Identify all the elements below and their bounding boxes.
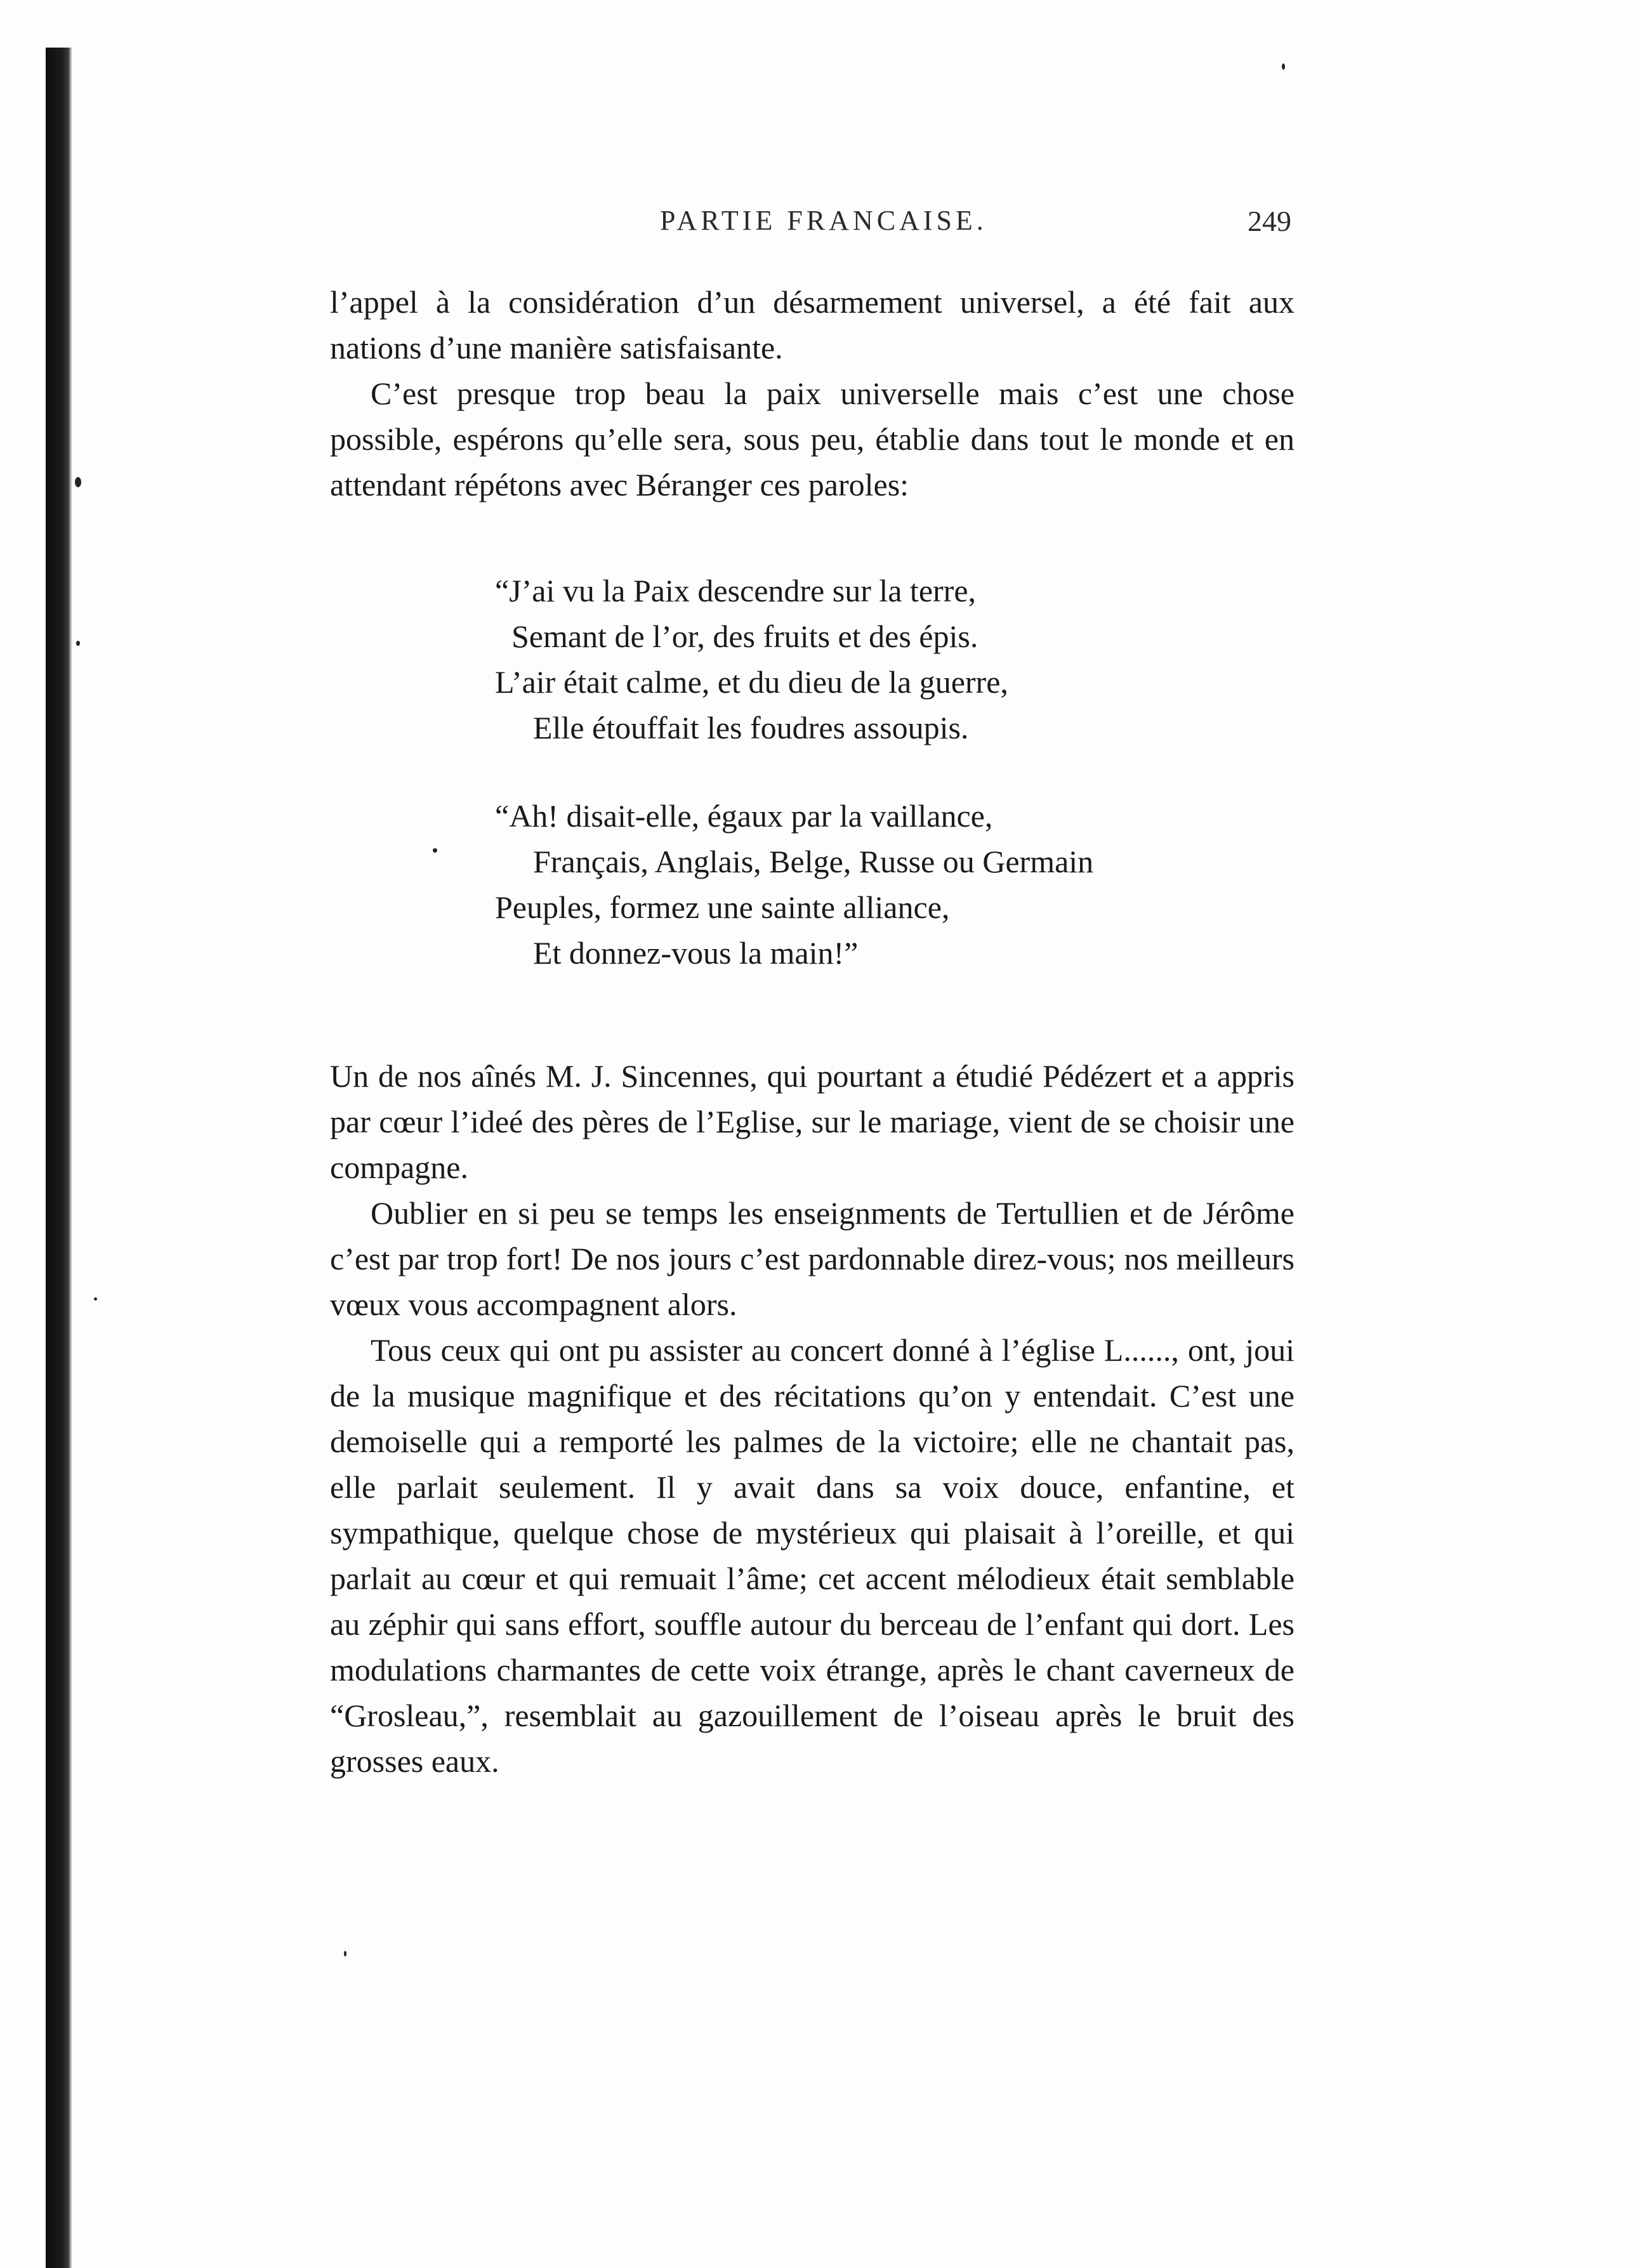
paragraph: Oublier en si peu se temps les enseignments de Tertullien et de Jérôme c’est par trop fort! De nos jours c’est pardonnable direz-vous; nos meilleurs vœux vous accompagnent alors. (330, 1195, 1295, 1322)
running-head (330, 204, 1291, 242)
paragraph: l’appel à la considération d’un désarmement universel, a été fait aux nations d’une manière satisfaisante. (330, 284, 1295, 365)
book-binding-edge (46, 48, 72, 2268)
verse-line: “J’ai vu la Paix descendre sur la terre, (495, 573, 977, 608)
scan-speck (76, 641, 80, 646)
verse-line: Semant de l’or, des fruits et des épis. (511, 619, 978, 654)
scan-speck (1282, 63, 1285, 70)
running-title: PARTIE FRANCAISE. (660, 205, 987, 236)
paragraph: Tous ceux qui ont pu assister au concert donné à l’église L......, ont, joui de la musique magnifique et des récitations qu’on y entendait. C’est une demoiselle qui a remporté les palmes de la victoire; elle ne chantait pas, elle parlait seulement. Il y avait dans sa voix douce, enfantine, et sympathique, quelque chose de mystérieux qui plaisait à l’oreille, et qui parlait au cœur et qui remuait l’âme; cet accent mélodieux était semblable au zéphir qui sans effort, souffle autour du berceau de l’enfant qui dort. Les modulations charmantes de cette voix étrange, après le chant caverneux de “Grosleau,”, resemblait au gazouillement de l’oiseau après le bruit des grosses eaux. (330, 1332, 1295, 1779)
scan-speck (94, 1297, 97, 1301)
scan-speck (75, 477, 81, 487)
page-number: 249 (1248, 205, 1291, 237)
body-text-top (330, 279, 1295, 508)
verse-line: Elle étouffait les foudres assoupis. (533, 710, 969, 745)
scan-speck (433, 848, 437, 853)
verse-stanza (495, 793, 1093, 976)
body-text-bottom (330, 1053, 1295, 1784)
paragraph: C’est presque trop beau la paix universelle mais c’est une chose possible, espérons qu’elle sera, sous peu, établie dans tout le monde et en attendant répétons avec Béranger ces paroles: (330, 376, 1295, 502)
scan-speck (344, 1951, 346, 1957)
verse-line: L’air était calme, et du dieu de la guerre, (495, 664, 1008, 700)
verse-stanza (495, 568, 1008, 751)
verse-line: Français, Anglais, Belge, Russe ou Germain (533, 844, 1094, 879)
paragraph: Un de nos aînés M. J. Sincennes, qui pourtant a étudié Pédézert et a appris par cœur l’ideé des pères de l’Eglise, sur le mariage, vient de se choisir une compagne. (330, 1058, 1295, 1185)
verse-line: Peuples, formez une sainte alliance, (495, 889, 950, 925)
verse-line: Et donnez-vous la main!” (533, 935, 859, 971)
verse-line: “Ah! disait-elle, égaux par la vaillance, (495, 798, 993, 834)
